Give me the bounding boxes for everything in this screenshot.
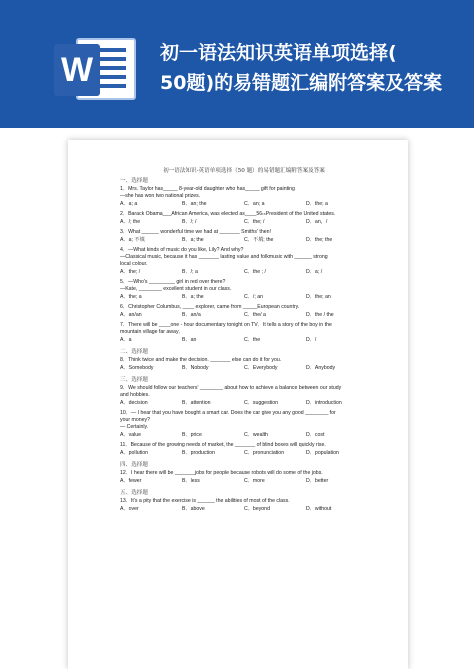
question bbox=[120, 410, 368, 440]
word-logo-letter: W bbox=[54, 44, 100, 96]
answer-option: A．/; the bbox=[120, 219, 141, 225]
answer-option: C．/; an bbox=[244, 294, 264, 300]
question-text: 13．It's a pity that the exercise is ______ the abilities of most of the class. bbox=[120, 498, 290, 504]
answer-option: B．a; the bbox=[182, 294, 204, 300]
question bbox=[120, 385, 368, 408]
answer-option: C．suggestion bbox=[244, 400, 279, 406]
question-text: 4．—What kinds of music do you like, Lily? And why? bbox=[120, 247, 244, 253]
answer-option: C．an; a bbox=[244, 201, 265, 207]
answer-option: B．an; the bbox=[182, 201, 207, 207]
question-text: and hobbies. bbox=[120, 392, 150, 398]
answer-option: D．/ bbox=[306, 337, 317, 343]
answer-option: B．an bbox=[182, 337, 197, 343]
question-text: 7．There will be ____one - hour documentary tonight on TV．It tells a story of the boy in the bbox=[120, 322, 332, 328]
question bbox=[120, 211, 368, 227]
answer-option: A．the; a bbox=[120, 294, 142, 300]
document-page bbox=[68, 140, 408, 669]
question bbox=[120, 304, 368, 320]
question-text: —Kate, ________ excellent student in our class. bbox=[120, 286, 232, 292]
answer-option: B．production bbox=[182, 450, 215, 456]
answer-option: B．/; a bbox=[182, 269, 198, 275]
answer-options bbox=[120, 449, 368, 458]
answer-options bbox=[120, 431, 368, 440]
question bbox=[120, 498, 368, 514]
answer-option: B．an/a bbox=[182, 312, 201, 318]
answer-options bbox=[120, 336, 368, 345]
answer-option: A．a bbox=[120, 337, 132, 343]
answer-options bbox=[120, 364, 368, 373]
page-title-line-1: 初一语法知识英语单项选择( bbox=[160, 42, 397, 64]
answer-options bbox=[120, 236, 368, 245]
question-text: 1．Mrs. Taylor has_____ 8-year-old daughter who has_____ gift for painting bbox=[120, 186, 295, 192]
question-text: 9．We should follow our teachers' ________ about how to achieve a balance between our study bbox=[120, 385, 342, 391]
answer-option: A．Somebody bbox=[120, 365, 154, 371]
answer-option: A．value bbox=[120, 432, 142, 438]
answer-option: C．beyond bbox=[244, 506, 270, 512]
question bbox=[120, 186, 368, 209]
question-text: 3．What ______ wonderful time we had at _______ Smiths' then! bbox=[120, 229, 271, 235]
word-logo-icon bbox=[54, 38, 138, 100]
question-text: 10．— I hear that you have bought a smart car. Does the car give you any good ________ for bbox=[120, 410, 336, 416]
question-text: 2．Barack Obama___African America, was elected as____56ₜₕPresident of the United states. bbox=[120, 211, 336, 217]
question-text: mountain village far away． bbox=[120, 329, 184, 335]
answer-option: A．a; 不填 bbox=[120, 237, 145, 243]
answer-option: C．the/ a bbox=[244, 312, 266, 318]
answer-option: A．decision bbox=[120, 400, 148, 406]
answer-option: A．an/an bbox=[120, 312, 142, 318]
answer-option: D．Anybody bbox=[306, 365, 336, 371]
answer-option: C．pronunciation bbox=[244, 450, 285, 456]
answer-option: D．without bbox=[306, 506, 332, 512]
answer-option: A．a; a bbox=[120, 201, 138, 207]
answer-option: C．more bbox=[244, 478, 265, 484]
answer-option: B．above bbox=[182, 506, 205, 512]
answer-option: C．wealth bbox=[244, 432, 268, 438]
answer-options bbox=[120, 311, 368, 320]
document-title: 初一语法知识-英语单项选择（50 题）的易错题汇编附答案及答案 bbox=[163, 168, 325, 174]
answer-option: D．cost bbox=[306, 432, 325, 438]
page-title bbox=[160, 38, 460, 98]
answer-option: D．the; an bbox=[306, 294, 331, 300]
answer-option: D．the; a bbox=[306, 201, 328, 207]
answer-options bbox=[120, 399, 368, 408]
page-title-line-2: 50题)的易错题汇编附答案及答案 bbox=[160, 72, 443, 94]
question-text: —Classical music, because it has _______ lasting value and folkmusic with ______ strong bbox=[120, 254, 328, 260]
answer-option: C．the; / bbox=[244, 219, 265, 225]
answer-options bbox=[120, 505, 368, 514]
answer-option: A．pollution bbox=[120, 450, 148, 456]
section-heading: 五、选择题 bbox=[120, 490, 148, 496]
answer-option: D．better bbox=[306, 478, 329, 484]
answer-options bbox=[120, 268, 368, 277]
answer-option: D．an，/ bbox=[306, 219, 328, 225]
section-heading: 一、选择题 bbox=[120, 178, 148, 184]
answer-options bbox=[120, 477, 368, 486]
question bbox=[120, 279, 368, 302]
section-heading: 四、选择题 bbox=[120, 462, 148, 468]
section-heading: 二、选择题 bbox=[120, 349, 148, 355]
question-text: 6．Christopher Columbus, ____ explorer, came from _____European country. bbox=[120, 304, 300, 310]
answer-options bbox=[120, 200, 368, 209]
question-text: 8．Think twice and make the decision. _______ else can do it for you. bbox=[120, 357, 282, 363]
question-text: 11．Because of the growing needs of market, the _______ of blind boxes will quickly rise. bbox=[120, 442, 326, 448]
answer-option: D．population bbox=[306, 450, 339, 456]
answer-options bbox=[120, 218, 368, 227]
answer-option: B．Nobody bbox=[182, 365, 209, 371]
answer-option: A．over bbox=[120, 506, 139, 512]
question-text: 5．—Who's _________ girl in red over there? bbox=[120, 279, 226, 285]
question bbox=[120, 442, 368, 458]
answer-option: D．the / the bbox=[306, 312, 334, 318]
question bbox=[120, 357, 368, 373]
question-text: —she has won two national prizes. bbox=[120, 193, 201, 199]
answer-option: D．a; / bbox=[306, 269, 323, 275]
question bbox=[120, 229, 368, 245]
header-banner bbox=[0, 0, 474, 128]
answer-option: D．introduction bbox=[306, 400, 342, 406]
question bbox=[120, 470, 368, 486]
question-text: your money? bbox=[120, 417, 150, 423]
answer-option: C．the bbox=[244, 337, 261, 343]
question bbox=[120, 247, 368, 277]
answer-option: B．/; / bbox=[182, 219, 197, 225]
question-text: local colour. bbox=[120, 261, 148, 267]
answer-option: C．Everybody bbox=[244, 365, 278, 371]
answer-option: B．a; the bbox=[182, 237, 204, 243]
answer-option: B．less bbox=[182, 478, 200, 484]
answer-options bbox=[120, 293, 368, 302]
answer-option: A．fewer bbox=[120, 478, 142, 484]
answer-option: C．不填; the bbox=[244, 237, 274, 243]
question-text: — Certainly. bbox=[120, 424, 149, 430]
section-heading: 三、选择题 bbox=[120, 377, 148, 383]
answer-option: B．price bbox=[182, 432, 202, 438]
answer-option: C．the ; / bbox=[244, 269, 266, 275]
answer-option: D．the; the bbox=[306, 237, 333, 243]
question bbox=[120, 322, 368, 345]
question-text: 12．I hear there will be _______jobs for people because robots will do some of the jobs. bbox=[120, 470, 323, 476]
answer-option: A．the; / bbox=[120, 269, 141, 275]
answer-option: B．attention bbox=[182, 400, 211, 406]
document-body bbox=[120, 166, 368, 516]
